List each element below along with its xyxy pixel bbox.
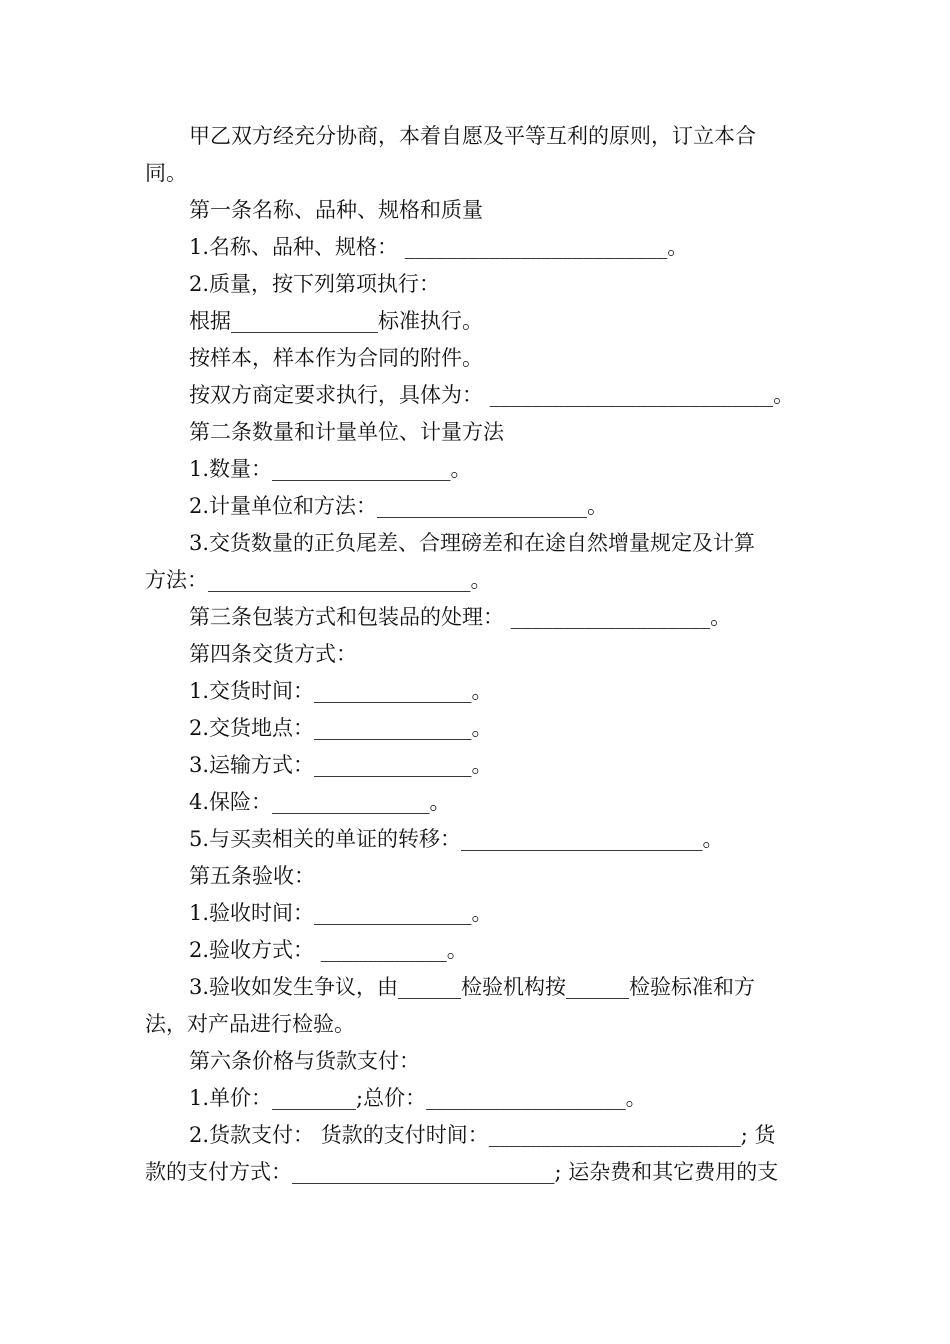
contract-line: 款的支付方式：_________________________; 运杂费和其它费用的支: [145, 1160, 779, 1184]
contract-line: 2.计量单位和方法：____________________。: [189, 494, 609, 518]
contract-line: 甲乙双方经充分协商，本着自愿及平等互利的原则，订立本合: [189, 124, 756, 148]
contract-line: 1.单价：________;总价：___________________。: [189, 1086, 647, 1110]
section-heading-4: 第四条交货方式：: [189, 642, 357, 666]
contract-line: 1.名称、品种、规格： _________________________。: [189, 235, 689, 259]
section-heading-3: 第三条包装方式和包装品的处理： ___________________。: [189, 605, 732, 629]
contract-line: 按样本，样本作为合同的附件。: [189, 346, 483, 370]
contract-line: 2.货款支付： 货款的支付时间：________________________; 货: [189, 1123, 776, 1147]
contract-line: 5.与买卖相关的单证的转移：_______________________。: [189, 827, 724, 851]
contract-line: 方法：_________________________。: [145, 568, 492, 592]
contract-line: 2.交货地点：_______________。: [189, 716, 493, 740]
section-heading-2: 第二条数量和计量单位、计量方法: [189, 420, 504, 444]
contract-line: 法，对产品进行检验。: [145, 1012, 355, 1036]
contract-line: 1.数量：_________________。: [189, 457, 472, 481]
contract-line: 4.保险：_______________。: [189, 790, 451, 814]
contract-line: 按双方商定要求执行，具体为： ___________________________。: [189, 383, 795, 407]
contract-line: 3.验收如发生争议，由______检验机构按______检验标准和方: [189, 975, 756, 999]
contract-body: [145, 118, 810, 1191]
contract-line: 2.质量，按下列第项执行：: [189, 272, 441, 296]
section-heading-6: 第六条价格与货款支付：: [189, 1049, 420, 1073]
section-heading-1: 第一条名称、品种、规格和质量: [189, 198, 483, 222]
section-heading-5: 第五条验收：: [189, 864, 315, 888]
contract-line: 1.验收时间：_______________。: [189, 901, 493, 925]
contract-line: 同。: [145, 161, 187, 185]
contract-line: 3.交货数量的正负尾差、合理磅差和在途自然增量规定及计算: [189, 531, 756, 555]
contract-line: 3.运输方式：_______________。: [189, 753, 493, 777]
contract-line: 2.验收方式： ____________。: [189, 938, 468, 962]
contract-line: 1.交货时间：_______________。: [189, 679, 493, 703]
contract-line: 根据______________标准执行。: [189, 309, 483, 333]
